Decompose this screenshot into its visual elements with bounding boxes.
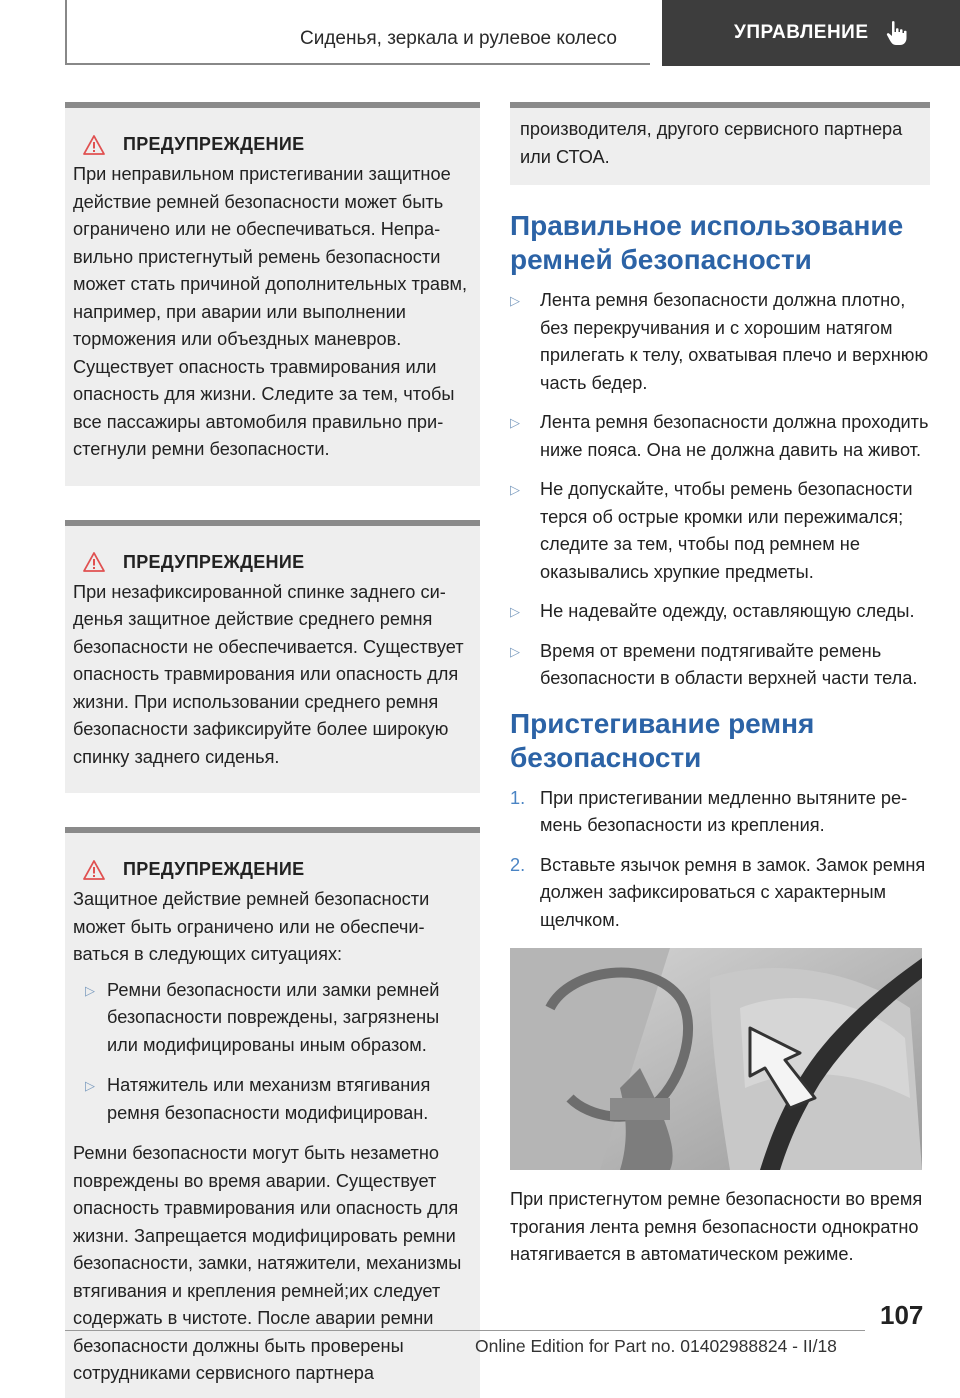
warning-triangle-icon [83,552,105,572]
bullet-triangle-icon: ▷ [510,482,520,497]
list-item [73,1072,472,1127]
step-text: При пристегивании медленно вытяните ремень безопасности из крепления. [540,787,908,835]
chapter-tab[interactable] [662,0,960,66]
warning-box [65,102,480,486]
edition-footer: Online Edition for Part no. 01402988824 - II/18 [475,1336,837,1356]
hand-pointer-icon [885,20,909,46]
footer-rule [65,1330,865,1331]
bullet-triangle-icon: ▷ [85,1078,95,1093]
chapter-tab-label: УПРАВЛЕНИЕ [734,22,869,43]
list-item [510,598,930,626]
warning-intro: Защитное действие ремней безопасности может быть ограничено или не обеспечиваться в следующих ситуациях: [73,889,430,964]
step-number: 1. [510,787,526,808]
list-item [510,409,930,464]
warning-triangle-icon [83,860,105,880]
bullet-triangle-icon: ▷ [85,982,95,998]
step-number: 2. [510,854,526,875]
list-item [510,638,930,693]
bullet-list [510,287,930,693]
bullet-triangle-icon: ▷ [510,415,520,430]
page-number: 107 [880,1300,924,1330]
warning-header [83,134,472,155]
list-item [510,287,930,397]
section-title: Сиденья, зеркала и рулевое колесо [300,28,617,49]
right-column [510,102,930,1269]
seatbelt-photo [510,948,922,1170]
bullet-triangle-icon: ▷ [510,293,520,308]
warning-box [65,520,480,794]
list-item-text: Не надевайте одежду, оставляющую следы. [540,601,915,621]
section-heading: Правильное использование ремней безопасности [510,210,904,275]
photo-caption: При пристегнутом ремне безопасности во время трогания лента ремня безопасности однократно натягивается в автоматическом режиме. [510,1189,923,1264]
header-bottom-rule [65,63,650,65]
step-item [510,785,930,840]
warning-header [83,552,472,573]
left-column [65,102,480,1398]
section-heading: Пристегивание ремня безопасности [510,707,815,773]
continued-text: производителя, другого сервисного партнера или СТОА. [520,119,903,167]
header-left-rule [65,0,67,64]
warning-list [73,977,472,1128]
list-item-text: Натяжитель или механизм втягивания ремня безопасности модифицирован. [107,1075,431,1123]
list-item [73,977,472,1060]
warning-header [83,859,472,880]
warning-text: При незафиксированной спинке заднего сиденья защитное действие среднего ремня безопасности не обеспечивается. Существует опасность травмирования или опасность для жизни. При использовании среднего ремня безопасности зафиксируйте более широкую спинку заднего сиденья. [73,581,464,767]
bullet-triangle-icon: ▷ [510,604,520,619]
list-item-text: Ремни безопасности или замки ремней безопасности повреждены, загрязнены или модифицированы иным образом. [107,979,440,1055]
bullet-triangle-icon: ▷ [510,643,520,659]
warning-title: ПРЕДУПРЕЖДЕНИЕ [123,134,305,154]
list-item [510,476,930,586]
list-item-text: Время от времени подтягивайте ремень безопасности в области верхней части тела. [540,640,918,688]
warning-title: ПРЕДУПРЕЖДЕНИЕ [123,551,305,572]
warning-box [65,827,480,1398]
continued-warning-box [510,102,930,185]
step-item [510,852,930,935]
warning-triangle-icon [83,135,105,155]
list-item-text: Лента ремня безопасности должна плотно, без перекручивания и с хорошим натягом прилегать к телу, охватывая плечо и верхнюю часть бедер. [540,290,929,393]
step-text: Вставьте язычок ремня в замок. Замок ремня должен зафиксироваться с характерным щелчком. [540,854,926,930]
steps-list [510,785,930,935]
list-item-text: Лента ремня безопасности должна проходить ниже пояса. Она не должна давить на живот. [540,412,929,460]
list-item-text: Не допускайте, чтобы ремень безопасности терся об острые кромки или пережимался; следите за тем, чтобы под ремнем не оказывались хрупкие предметы. [540,479,913,582]
warning-text: При неправильном пристегивании защитное действие ремней безопасности может быть ограничено или не обеспечиваться. Неправильно пристегнутый ремень безопасности может стать причиной дополнительных травм, например, при аварии или выполнении торможения или объездных маневров. Существует опасность травмирования или опасность для жизни. Следите за тем, чтобы все пассажиры автомобиля правильно пристегнули ремни безопасности. [73,164,468,459]
warning-title: ПРЕДУПРЕЖДЕНИЕ [123,859,305,879]
warning-outro: Ремни безопасности могут быть незаметно повреждены во время аварии. Существует опасность травмирования или опасность для жизни. Запрещается модифицировать ремни безопасности, замки, натяжители, механизмы втягивания и крепления ремней;их следует содержать в чистоте. После аварии ремни безопасности должны быть проверены сотрудниками сервисного партнера [73,1143,462,1383]
